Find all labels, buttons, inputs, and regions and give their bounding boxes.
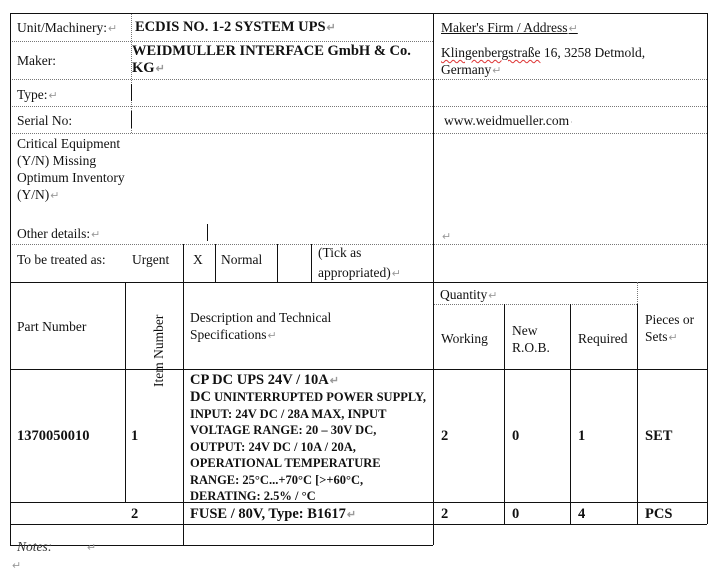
- col-new-rob: New R.O.B.: [512, 323, 550, 355]
- item-number-cell: 2: [131, 506, 139, 522]
- other-details-label: Other details:↵: [17, 226, 101, 241]
- urgent-checkbox[interactable]: X: [193, 252, 203, 267]
- col-part-number: Part Number: [17, 319, 87, 334]
- maker-country: Germany↵: [441, 62, 502, 77]
- paragraph-mark: ↵: [12, 560, 22, 572]
- description-title: CP DC UPS 24V / 10A↵: [190, 372, 339, 388]
- col-working: Working: [441, 331, 488, 346]
- paragraph-mark: ↵: [87, 542, 97, 554]
- makers-firm-label: Maker's Firm / Address↵: [441, 20, 578, 35]
- description-body: DC UNINTERRUPTED POWER SUPPLY, INPUT: 24V DC / 28A MAX, INPUT VOLTAGE RANGE: 20 – 30V DC, OUTPUT: 24V DC / 10A / 20A, OPERATIONAL TEMPERATURE RANGE: 25°C...+70°C [>+60°C, DERATING: 2.5% / °C: [190, 389, 427, 503]
- serial-label: Serial No:: [17, 113, 73, 128]
- urgent-label: Urgent: [132, 252, 170, 267]
- working-cell: 2: [441, 428, 449, 444]
- part-number-cell: 1370050010: [17, 428, 90, 444]
- description-title: FUSE / 80V, Type: B1617↵: [190, 506, 357, 522]
- col-quantity: Quantity↵: [440, 287, 498, 302]
- working-cell: 2: [441, 506, 449, 522]
- col-item-number: Item Number: [151, 314, 166, 387]
- new-rob-cell: 0: [512, 506, 520, 522]
- notes-label: Notes:: [17, 539, 53, 554]
- col-pieces-or-sets: Pieces or Sets↵: [645, 312, 695, 344]
- unit-value: ECDIS NO. 1-2 SYSTEM UPS↵: [135, 19, 336, 35]
- maker-label: Maker:: [17, 53, 56, 68]
- maker-address: Klingenbergstraße 16, 3258 Detmold,: [441, 45, 646, 60]
- tick-note: (Tick as appropriated)↵: [318, 245, 401, 280]
- col-required: Required: [578, 331, 628, 346]
- required-cell: 4: [578, 506, 586, 522]
- treated-label: To be treated as:: [17, 252, 106, 267]
- critical-equipment-label: Critical Equipment (Y/N) Missing Optimum Inventory (Y/N)↵: [17, 136, 125, 202]
- normal-label: Normal: [221, 252, 263, 267]
- unit-label: Unit/Machinery:↵: [17, 20, 118, 35]
- required-cell: 1: [578, 428, 586, 444]
- unit-cell: PCS: [645, 506, 673, 522]
- unit-cell: SET: [645, 428, 673, 444]
- maker-website[interactable]: www.weidmueller.com·: [444, 113, 573, 128]
- maker-value: WEIDMULLER INTERFACE GmbH & Co. KG↵: [132, 43, 411, 76]
- type-label: Type:↵: [17, 87, 58, 102]
- normal-checkbox[interactable]: [278, 245, 310, 281]
- item-number-cell: 1: [131, 428, 139, 444]
- new-rob-cell: 0: [512, 428, 520, 444]
- col-description: Description and Technical Specifications↵: [190, 310, 332, 342]
- paragraph-mark: ↵: [442, 231, 452, 243]
